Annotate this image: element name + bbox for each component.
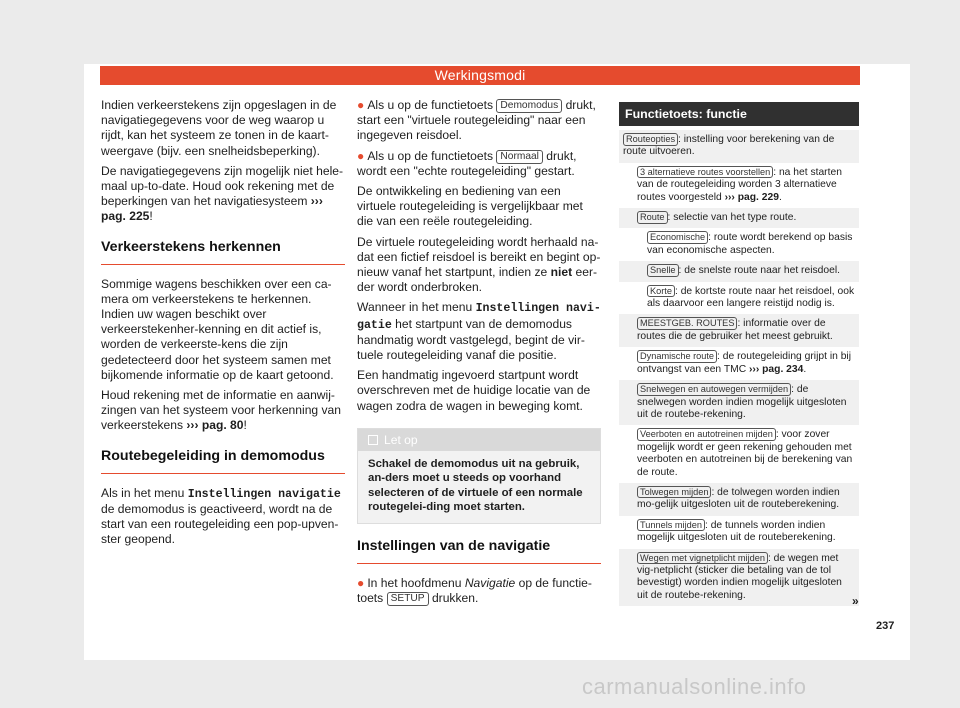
section-heading-navigation-settings: Instellingen van de navigatie: [357, 538, 601, 564]
page-reference-link[interactable]: ››› pag. 229: [724, 191, 779, 203]
function-table: [619, 102, 859, 606]
table-row: Route : selectie van het type route.: [619, 208, 859, 228]
routeopties-key[interactable]: Routeopties: [623, 133, 678, 146]
table-row: MEESTGEB. ROUTES : informatie over de routes die de gebruiker het meest gebruikt.: [619, 314, 859, 347]
bullet-item: ● Als u op de functietoets Normaal drukt, wordt een "echte routegeleiding" gestart.: [357, 148, 577, 178]
table-row: Dynamische route : de routegeleiding grijpt in bij ontvangst van een TMC ››› pag. 234.: [637, 351, 851, 375]
alternative-routes-key[interactable]: 3 alternatieve routes voorstellen: [637, 166, 773, 179]
warning-icon: [368, 435, 378, 445]
meestgeb-routes-key[interactable]: MEESTGEB. ROUTES: [637, 317, 737, 330]
normaal-key[interactable]: Normaal: [496, 150, 543, 164]
column-left: [101, 98, 345, 552]
note-header: Let op: [358, 429, 600, 451]
page-reference-link[interactable]: ››› pag. 80: [186, 418, 244, 433]
paragraph: Een handmatig ingevoerd startpunt wordt overschreven met de huidige locatie van de wagen zodra de wagen in beweging komt.: [357, 368, 591, 413]
setup-key[interactable]: SETUP: [387, 592, 429, 606]
menu-name: Instellingen navigatie: [187, 487, 341, 501]
paragraph: De navigatiegegevens zijn mogelijk niet hele-maal up-to-date. Houd ook rekening met de beperkingen van het navigatiesysteem ››› pag. 225!: [101, 163, 344, 224]
table-row: Veerboten en autotreinen mijden : voor zover mogelijk wordt er geen rekening gehouden met veerboten en autotreinen bij de berekening van de route.: [637, 429, 853, 478]
table-row: Snelle : de snelste route naar het reisdoel.: [619, 261, 859, 281]
korte-key[interactable]: Korte: [647, 285, 675, 298]
table-row: Routeopties : instelling voor berekening van de route uitvoeren.: [619, 130, 859, 163]
table-row: 3 alternatieve routes voorstellen : na het starten van de routegeleiding worden 3 alternatieve routes voorgesteld ››› pag. 229.: [637, 166, 842, 203]
demomodus-key[interactable]: Demomodus: [496, 99, 562, 113]
page-reference-link[interactable]: ››› pag. 225: [101, 194, 323, 224]
avoid-toll-key[interactable]: Tolwegen mijden: [637, 486, 711, 499]
paragraph: Wanneer in het menu Instellingen navi-gatie het startpunt van de demomodus handmatig wordt vastgelegd, begint de vir-tuele routegeleiding vanaf die positie.: [357, 300, 601, 363]
table-row: Tolwegen mijden : de tolwegen worden indien mo-gelijk uitgesloten uit de routeberekening.: [619, 483, 859, 516]
dynamische-route-key[interactable]: Dynamische route: [637, 350, 717, 363]
table-row: Korte : de kortste route naar het reisdoel, ook als daarvoor een langere reistijd nodig is.: [647, 285, 855, 310]
continue-arrow-icon: »: [852, 594, 859, 608]
route-key[interactable]: Route: [637, 211, 668, 224]
page-reference-link[interactable]: ››› pag. 234: [749, 363, 804, 375]
paragraph: Sommige wagens beschikken over een ca-mera om verkeerstekens te herkennen. Indien uw wagen beschikt over verkeerstekenher-kenning en dit actief is, worden de verkeerste-kens die zijn gedetecteerd door het systeem samen met bijkomende informatie op de kaart getoond.: [101, 276, 334, 382]
column-middle: [345, 98, 607, 611]
table-row: Economische : route wordt berekend op basis van economische aspecten.: [647, 232, 853, 256]
avoid-tunnels-key[interactable]: Tunnels mijden: [637, 519, 705, 532]
note-body: Schakel de demomodus uit na gebruik, an-ders moet u steeds op voorhand selecteren of de virtuele of een normale routegelei-ding moet starten.: [368, 457, 583, 514]
avoid-ferries-key[interactable]: Veerboten en autotreinen mijden: [637, 428, 776, 441]
paragraph: Houd rekening met de informatie en aanwij-zingen van het systeem voor herkenning van verkeerstekens ››› pag. 80!: [101, 388, 342, 433]
paragraph: De ontwikkeling en bediening van een virtuele routegeleiding is vergelijkbaar met die van een reële routegeleiding.: [357, 184, 583, 229]
table-row: Wegen met vignetplicht mijden : de wegen met vig-netplicht (sticker die betaling van de tol bevestigt) worden indien mogelijk uitgesloten uit de routebe-rekening.: [619, 549, 859, 607]
bullet-item: ● Als u op de functietoets Demomodus drukt, start een "virtuele routegeleiding" naar een ingegeven reisdoel.: [357, 98, 596, 143]
watermark: carmanualsonline.info: [582, 674, 807, 699]
bullet-icon: ●: [357, 575, 365, 590]
economische-key[interactable]: Economische: [647, 231, 708, 244]
bullet-item: ● In het hoofdmenu Navigatie op de functie-toets SETUP drukken.: [357, 575, 592, 606]
bullet-icon: ●: [357, 148, 365, 163]
page-header: Werkingsmodi: [100, 66, 860, 85]
table-title: Functietoets: functie: [619, 102, 859, 126]
caution-note: [357, 428, 601, 524]
avoid-vignette-key[interactable]: Wegen met vignetplicht mijden: [637, 552, 768, 565]
menu-name: Instellingen navi-gatie: [357, 302, 601, 332]
page-number: 237: [876, 620, 895, 632]
section-heading-traffic-signs: Verkeerstekens herkennen: [101, 239, 345, 265]
avoid-motorways-key[interactable]: Snelwegen en autowegen vermijden: [637, 383, 791, 396]
table-row: Snelwegen en autowegen vermijden : de snelwegen worden indien mogelijk uitgesloten uit de routebe-rekening.: [619, 380, 859, 425]
section-heading-demo-mode: Routebegeleiding in demomodus: [101, 448, 345, 474]
table-row: Tunnels mijden : de tunnels worden indien mogelijk uitgesloten uit de routeberekening.: [637, 519, 836, 544]
paragraph: Als in het menu Instellingen navigatie de demomodus is geactiveerd, wordt na de start van een routegeleiding een pop-upven-ster geopend.: [101, 485, 341, 547]
paragraph: De virtuele routegeleiding wordt herhaald na-dat een fictief reisdoel is bereikt en begint op-nieuw vanaf het startpunt, indien ze niet eer-der wordt onderbroken.: [357, 234, 601, 295]
snelle-key[interactable]: Snelle: [647, 264, 679, 277]
bullet-icon: ●: [357, 98, 365, 112]
paragraph: Indien verkeerstekens zijn opgeslagen in de navigatiegegevens voor de weg waarop u rijdt, kan het systeem ze tonen in de kaart-weergave (bijv. een snelheidsbeperking).: [101, 98, 337, 158]
